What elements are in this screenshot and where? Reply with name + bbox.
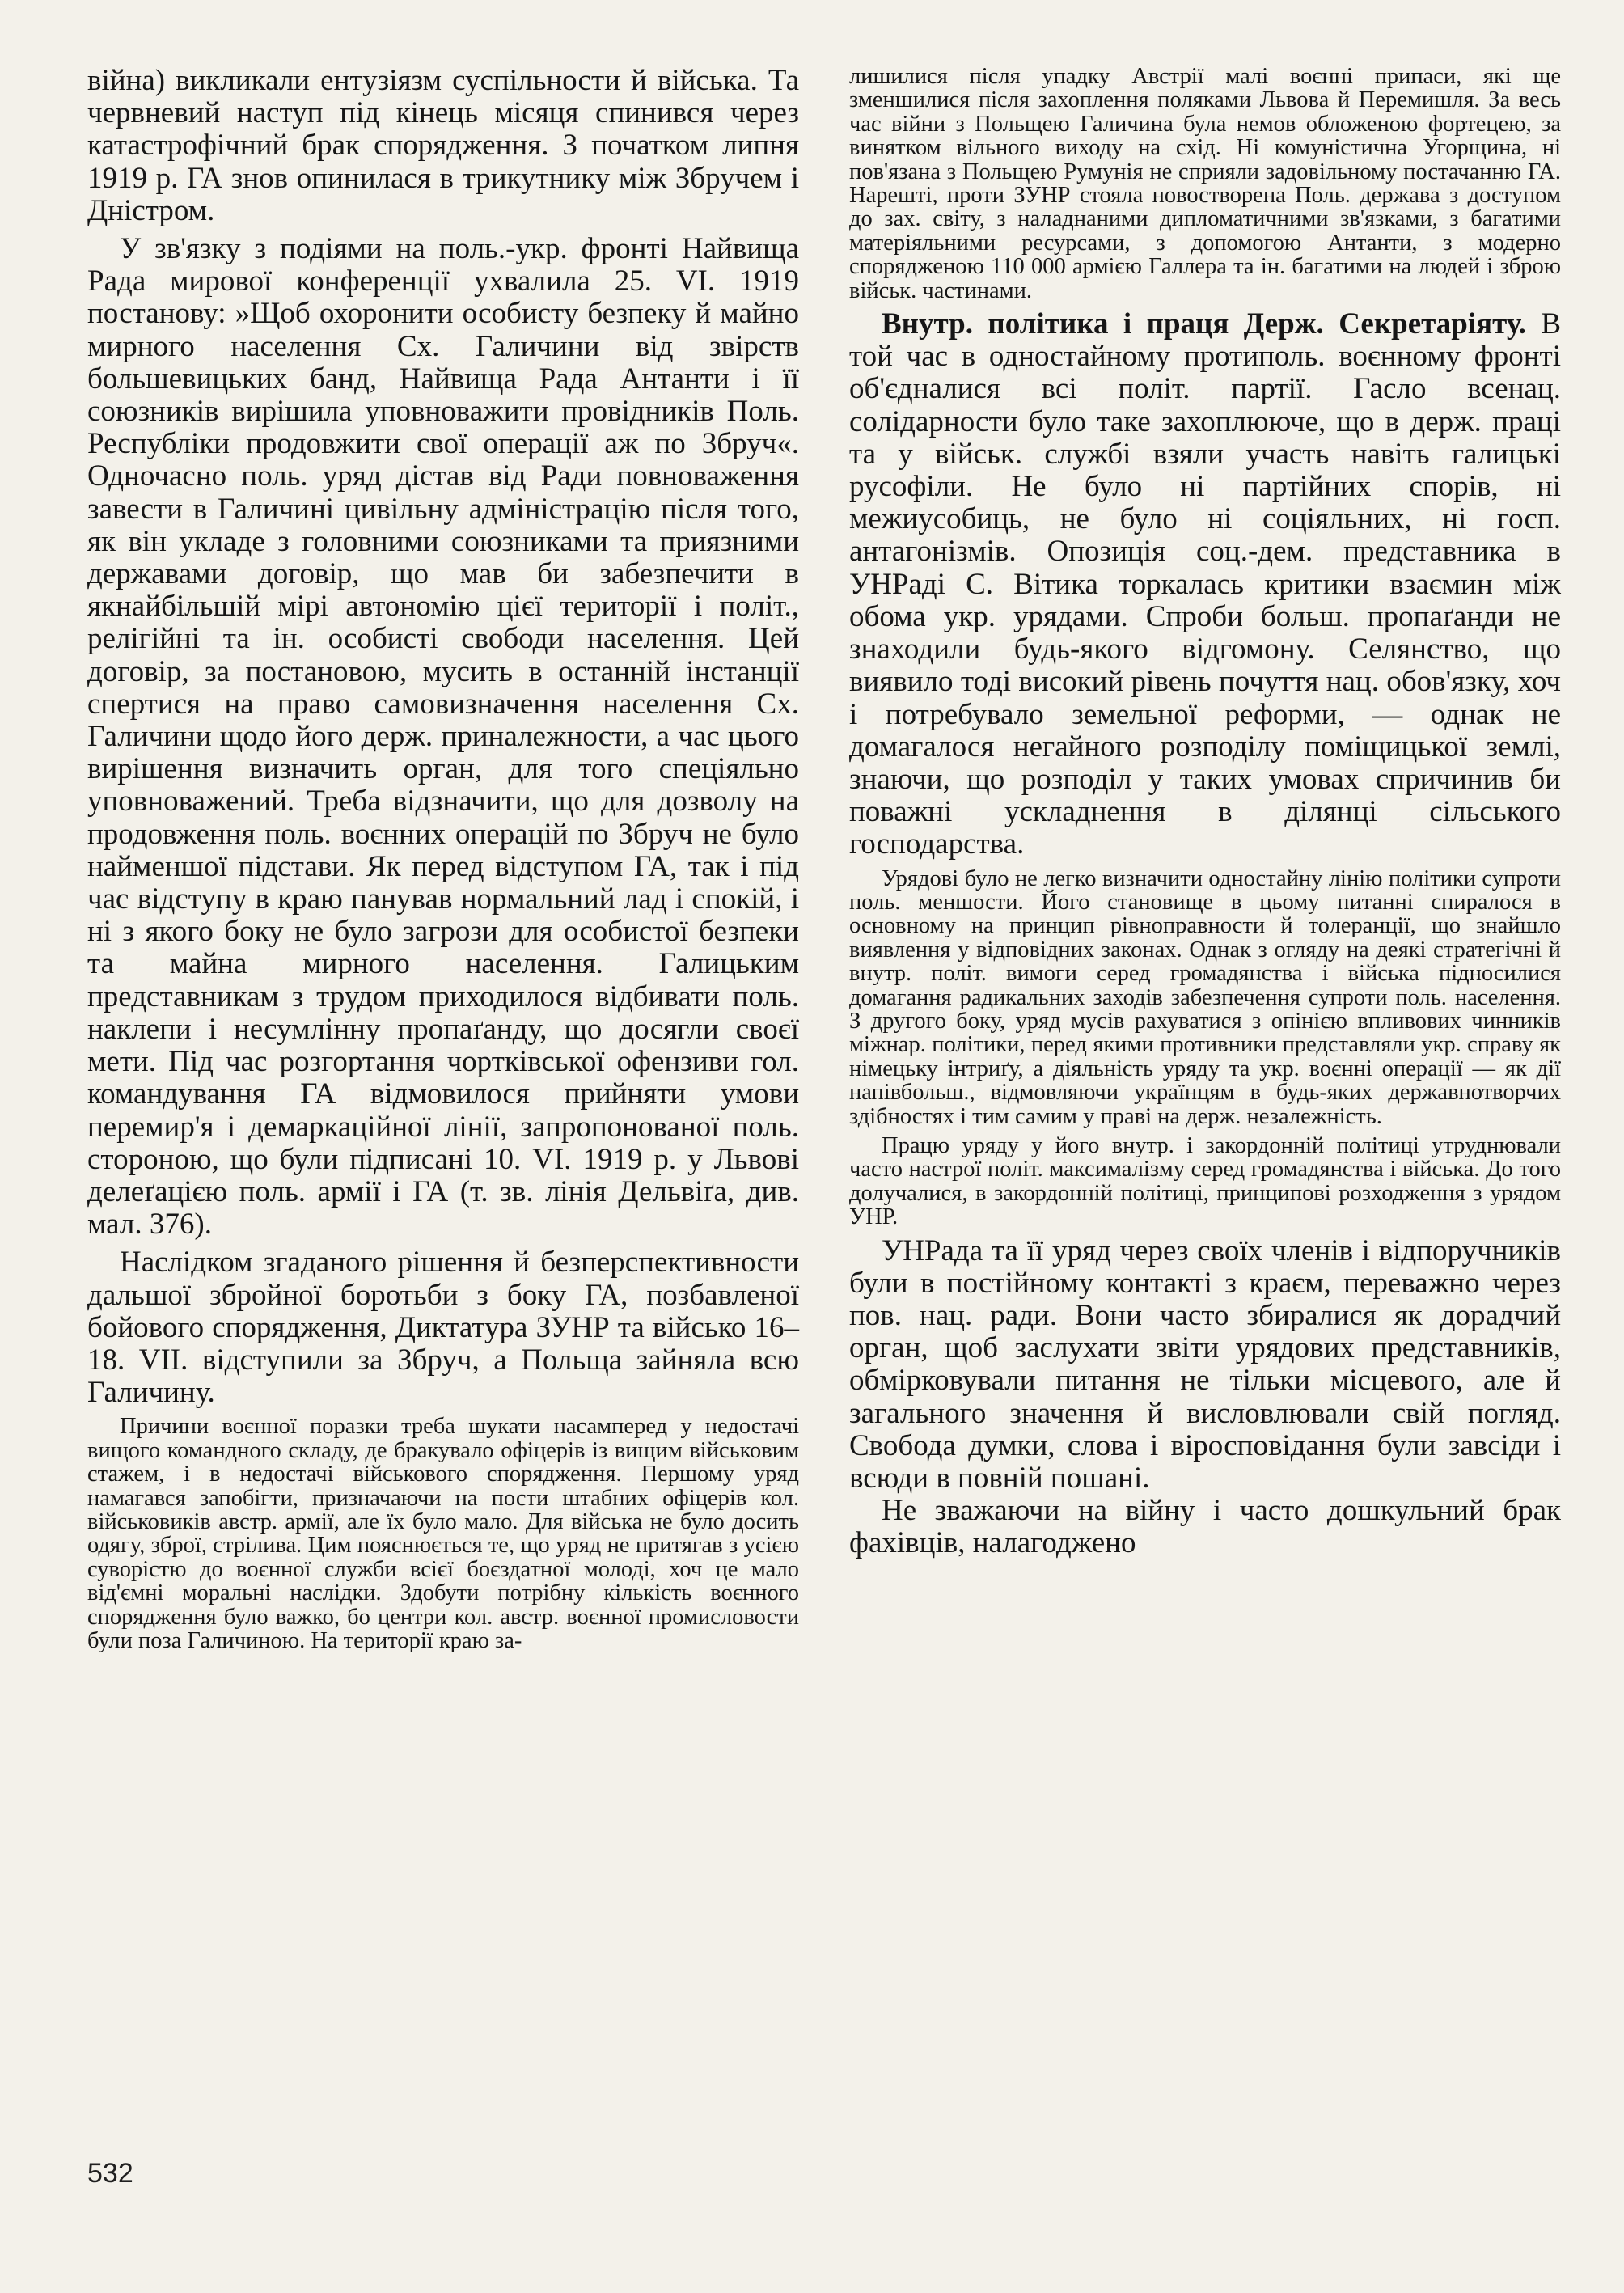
paragraph-right-5: УНРада та її уряд через своїх членів і відпоручників були в постійному контакті з краєм, переважно через пов. нац. ради. Вони часто збиралися як дорадчий орган, щоб заслухати звіти урядових представників, обмірковували питання не тільки місцевого, але й загального значення й висловлювали свій погляд. Свобода думки, слова і віросповідання були завсіди і всюди в повній пошані. [849,1233,1561,1496]
paragraph-right-4-small: Працю уряду у його внутр. і закордонній політиці утруднювали часто настрої політ. максималізму серед громадянства і війська. До того долучалися, в закордонній політиці, принципові розходження з урядом УНР. [849,1132,1561,1230]
paragraph-left-4-small: Причини воєнної поразки треба шукати насамперед у недостачі вищого командного складу, де бракувало офіцерів із вищим військовим стажем, і в недостачі військового спорядження. Першому уряд намагався запобігти, призначаючи на пости штабних офіцерів кол. військовиків австр. армії, але їх було мало. Для війська не було досить одягу, зброї, стрілива. Цим пояснюється те, що уряд не притягав з усією суворістю до воєнної служби всієї боєздатної молоді, хоч це мало від'ємні моральні наслідки. Здобути потрібну кількість воєнного спорядження було важко, бо центри кол. австр. воєнної промисловости були поза Галичиною. На території краю за- [87,1414,799,1653]
paragraph-right-3-small: Урядові було не легко визначити одностайну лінію політики супроти поль. меншости. Його становище в цьому питанні спиралося в основному на принцип рівноправности й толеранції, що знайшло виявлення у відповідних законах. Однак з огляду на деякі стратегічні й внутр. політ. вимоги серед громадянства і війська підносилися домагання радикальних заходів забезпечення супроти поль. населення. З другого боку, уряд мусів рахуватися з опінією впливових чинників міжнар. політики, перед якими противники представляли укр. справу як німецьку інтриґу, а діяльність уряду та укр. воєнні операції — як дії напівбольш., відмовляючи українцям в будь-яких державнотворчих здібностях і тим самим у праві на держ. незалежність. [849,865,1561,1129]
section-heading: Внутр. політика і праця Держ. Секретаріяту. [882,307,1526,341]
paragraph-right-1-small: лишилися після упадку Австрії малі воєнні припаси, які ще зменшилися після захоплення поляками Львова й Перемишля. За весь час війни з Польщею Галичина була немов обложеною фортецею, за винятком вільного виходу на схід. Ні комуністична Угорщина, ні пов'язана з Польщею Румунія не сприяли задовільному постачанню ГА. Нарешті, проти ЗУНР стояла новостворена Поль. держава з доступом до зах. світу, з наладнаними дипломатичними зв'язками, з багатими матеріяльними ресурсами, з допомогою Антанти, з модерно спорядженою 110 000 армією Галлера та ін. багатими на людей і зброю військ. частинами. [849,64,1561,303]
paragraph-left-1: війна) викликали ентузіязм суспільности й війська. Та червневий наступ під кінець місяця спинився через катастрофічний брак спорядження. З початком липня 1919 р. ГА знов опинилася в трикутнику між Збручем і Дністром. [87,64,799,227]
page-number: 532 [87,2158,133,2189]
paragraph-left-2: У зв'язку з подіями на поль.-укр. фронті Найвища Рада мирової конференції ухвалила 25. VI. 1919 постанову: »Щоб охоронити особисту безпеку й майно мирного населення Сх. Галичини від звірств большевицьких банд, Найвища Рада Антанти і її союзників вирішила уповноважити провідників Поль. Республіки продовжити свої операції аж по Збруч«. Одночасно поль. уряд дістав від Ради повноваження завести в Галичині цивільну адміністрацію після того, як він укладе з головними союзниками та приязними державами договір, що мав би забезпечити в якнайбільшій мірі автономію цієї території і політ., релігійні та ін. особисті свободи населення. Цей договір, за постановою, мусить в останній інстанції спертися на право самовизначення населення Сх. Галичини щодо його держ. приналежности, а час цього вирішення визначить орган, для того спеціяльно уповноважений. Треба відзначити, що для дозволу на продовження поль. воєнних операцій по Збруч не було найменшої підстави. Як перед відступом ГА, так і під час відступу в краю панував нормальний лад і спокій, і ні з якого боку не було загрози для особистої безпеки та майна мирного населення. Галицьким представникам з трудом приходилося відбивати поль. наклепи і несумлінну пропаґанду, що досягли своєї мети. Під час розгортання чортківської офензиви гол. командування ГА відмовилося прийняти умови перемир'я і демаркаційної лінії, запропонованої поль. стороною, що були підписані 10. VI. 1919 р. у Львові делеґацією поль. армії і ГА (т. зв. лінія Дельвіґа, див. мал. 376). [87,232,799,1242]
section-body: В той час в одностайному протиполь. воєнному фронті об'єдналися всі політ. партії. Гасло всенац. солідарности було таке захоплююче, що в держ. праці та у військ. службі взяли участь навіть галицькі русофіли. Не було ні партійних спорів, ні межиусобиць, не було ні соціяльних, ні госп. антагонізмів. Опозиція соц.-дем. представника в УНРаді С. Вітика торкалась критики взаємин між обома укр. урядами. Спроби больш. пропаґанди не знаходили будь-якого відгомону. Селянство, що виявило тоді високий рівень почуття нац. обов'язку, хоч і потребувало земельної реформи, — однак не домагалося негайного розподілу поміщицької землі, знаючи, що розподіл у таких умовах спричинив би поважні ускладнення в ділянці сільського господарства. [849,307,1562,861]
paragraph-right-2 [849,308,1561,861]
right-column [849,65,1561,1560]
paragraph-right-6: Не зважаючи на війну і часто дошкульний брак фахівців, налагоджено [849,1494,1561,1560]
left-column [87,65,799,1652]
paragraph-left-3: Наслідком згаданого рішення й безперспективности дальшої збройної боротьби з боку ГА, позбавленої бойового спорядження, Диктатура ЗУНР та військо 16–18. VII. відступили за Збруч, а Польща зайняла всю Галичину. [87,1246,799,1410]
